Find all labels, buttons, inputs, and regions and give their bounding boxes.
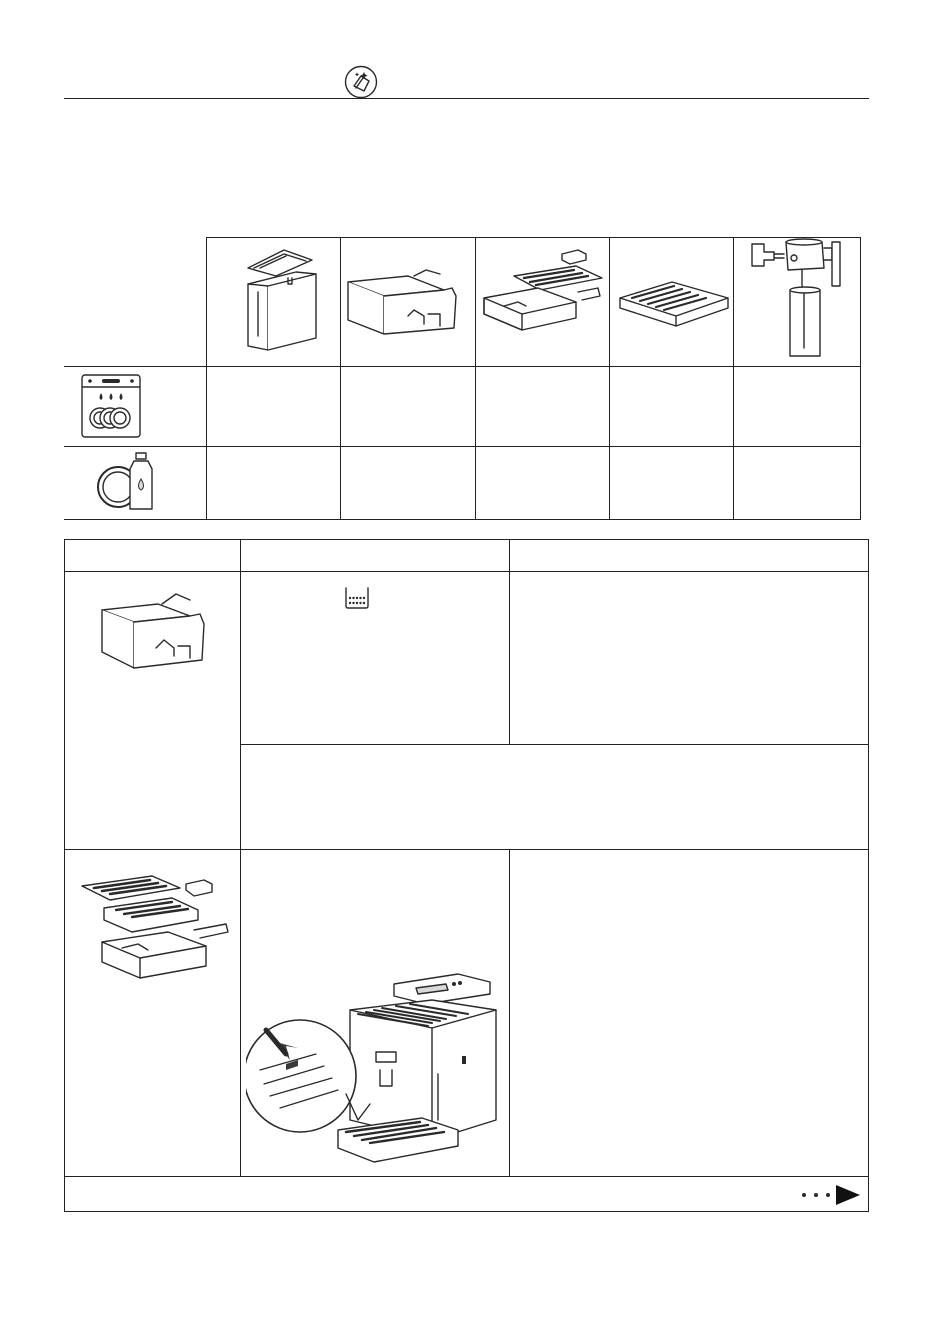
coffee-grounds-container-icon — [344, 268, 460, 338]
drip-tray-assembly-icon — [478, 244, 606, 338]
dishwasher-icon — [80, 373, 142, 439]
header-rule — [64, 98, 869, 99]
continue-arrow-icon[interactable] — [798, 1184, 862, 1206]
cup-tray-icon — [616, 276, 732, 332]
header-cleaning-icon — [343, 64, 379, 100]
header-cell-part — [70, 546, 230, 566]
water-tank-icon — [240, 246, 320, 352]
grounds-container-full-icon — [344, 586, 370, 610]
header-cell-how — [515, 546, 863, 566]
milk-frother-icon — [748, 238, 860, 360]
drip-tray-assembly-icon — [76, 870, 232, 982]
coffee-grounds-container-icon — [98, 590, 208, 672]
machine-drip-tray-indicator-illustration — [246, 970, 500, 1170]
hand-wash-detergent-icon — [96, 451, 156, 513]
header-cell-when — [246, 546, 502, 566]
